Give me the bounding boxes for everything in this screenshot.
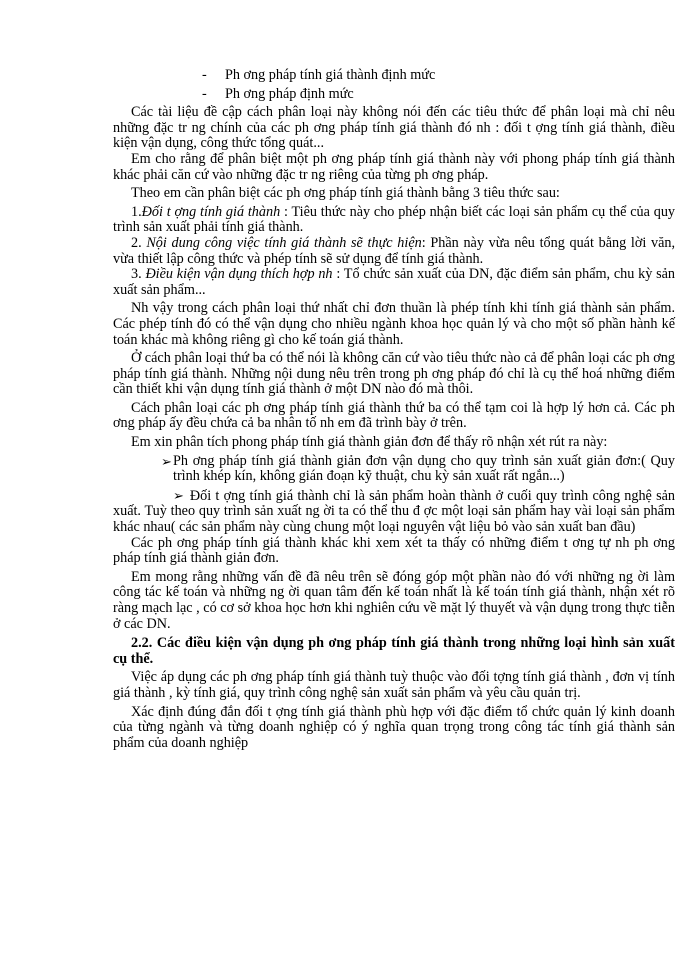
page-content (113, 68, 675, 751)
criterion-number: 2. (131, 234, 147, 251)
paragraph: Cách phân loại các ph ơng pháp tính giá thành thứ ba có thể tạm coi là hợp lý hơn cả. Các ph ơng pháp ấy đều chứa cả ba nhân tố nh em đã trình bày ở trên. (113, 399, 675, 432)
list-item-text: Ph ơng pháp tính giá thành định mức (225, 67, 436, 83)
paragraph: Em xin phân tích phong pháp tính giá thành giản đơn để thấy rõ nhận xét rút ra này: (131, 434, 608, 451)
criterion-number: 1. (131, 203, 142, 220)
criterion-2 (113, 236, 675, 267)
criterion-text: : Tiêu thức này cho phép nhận biết các loại sản phẩm cụ thể của quy trình sản xuất phải tính giá thành. (113, 203, 676, 236)
dash-bullet-icon: - (202, 85, 207, 102)
list-item-text: Ph ơng pháp định mức (225, 85, 354, 102)
arrow-list-text: Ph ơng pháp tính giá thành giản đơn vận dụng cho quy trình sản xuất giản đơn:( Quy trình khép kín, không gián đoạn kỹ thuật, chu kỳ sản xuất rất ngắn...) (173, 452, 675, 485)
criterion-number: 3. (131, 266, 146, 283)
criterion-label: Điều kiện vận dụng thích hợp nh (145, 266, 333, 283)
paragraph: Em cho rằng để phân biệt một ph ơng pháp tính giá thành này với phong pháp tính giá thành khác phải căn cứ vào những đặc tr ng riêng của từng ph ơng pháp. (113, 150, 675, 183)
criterion-text: : Tổ chức sản xuất của DN, đặc điểm sản phẩm, chu kỳ sản xuất sản phẩm... (113, 266, 676, 298)
paragraph: Xác định đúng đắn đối t ợng tính giá thành phù hợp với đặc điểm tổ chức quản lý kinh doanh của từng ngành và từng doanh nghiệp có ý nghĩa quan trọng trong công tác tính giá thành sản phẩm của doanh nghiệp (113, 703, 675, 751)
paragraph: Em mong rằng những vấn đề đã nêu trên sẽ đóng góp một phần nào đó với những ng ời làm công tác kế toán và những ng ời quan tâm đến kế toán nhất là kế toán tính giá thành, nhận xét rõ ràng mạch lạc , có cơ sở khoa học hơn khi nghiên cứu về mặt lý thuyết và vận dụng trong thực tiễn ở các DN. (113, 568, 675, 632)
paragraph: Các ph ơng pháp tính giá thành khác khi xem xét ta thấy có những điểm t ơng tự nh ph ơng pháp tính giá thành giản đơn. (113, 534, 675, 567)
paragraph: Các tài liệu đề cập cách phân loại này không nói đến các tiêu thức để phân loại mà chỉ nêu những đặc tr ng chính của các ph ơng pháp tính giá thành đó nh : đối t ợng tính giá thành, điều kiện vận dụng, công thức tổng quát... (113, 104, 675, 152)
paragraph: Theo em cần phân biệt các ph ơng pháp tính giá thành bằng 3 tiêu thức sau: (131, 185, 560, 202)
arrow-bullet-icon: ➢ (161, 453, 172, 469)
list-item (113, 87, 675, 103)
dash-bullet-icon: - (202, 67, 207, 83)
criterion-label: Đối t ợng tính giá thành (141, 203, 281, 220)
section-heading: 2.2. Các điều kiện vận dụng ph ơng pháp tính giá thành trong những loại hình sản xuất cụ thể. (113, 635, 675, 667)
arrow-bullet-icon: ➢ (173, 487, 184, 503)
criterion-text: : Phần này vừa nêu tổng quát bằng lời văn, vừa thiết lập công thức và phép tính sẽ sử dụng để tính giá thành. (113, 234, 676, 267)
paragraph: Nh vậy trong cách phân loại thứ nhất chỉ đơn thuần là phép tính khi tính giá thành sản phẩm. Các phép tính đó có thể vận dụng cho nhiều ngành khoa học quản lý và cho một số phần hành kế toán khác mà không riêng gì cho kế toán giá thành. (113, 300, 675, 348)
arrow-list-item (113, 488, 675, 536)
list-item (113, 68, 675, 84)
arrow-list-item (113, 454, 675, 485)
paragraph: Ở cách phân loại thứ ba có thể nói là không căn cứ vào tiêu thức nào cả để phân loại các ph ơng pháp tính giá thành. Những nội dung nêu trên trong ph ơng pháp đó chỉ là cụ thể hoá những điểm cần thiết khi vận dụng tính giá thành ở một DN nào đó mà thôi. (113, 350, 675, 398)
criterion-3 (113, 267, 675, 298)
paragraph: Việc áp dụng các ph ơng pháp tính giá thành tuỳ thuộc vào đối tợng tính giá thành , đơn vị tính giá thành , kỳ tính giá, quy trình công nghệ sản xuất sản phẩm và yêu cầu quản trị. (113, 669, 675, 701)
criterion-label: Nội dung công việc tính giá thành sẽ thực hiện (146, 234, 422, 251)
criterion-1 (113, 205, 675, 236)
arrow-list-text: Đối t ợng tính giá thành chỉ là sản phẩm hoàn thành ở cuối quy trình công nghệ sản xuất. Tuỳ theo quy trình sản xuất ng ời ta có thể thu đ ợc một loại sản phẩm hay vài loại sản phẩm khác nhau( các sản phẩm này cùng chung một loại nguyên vật liệu bỏ vào sản xuất ban đầu) (113, 487, 675, 536)
